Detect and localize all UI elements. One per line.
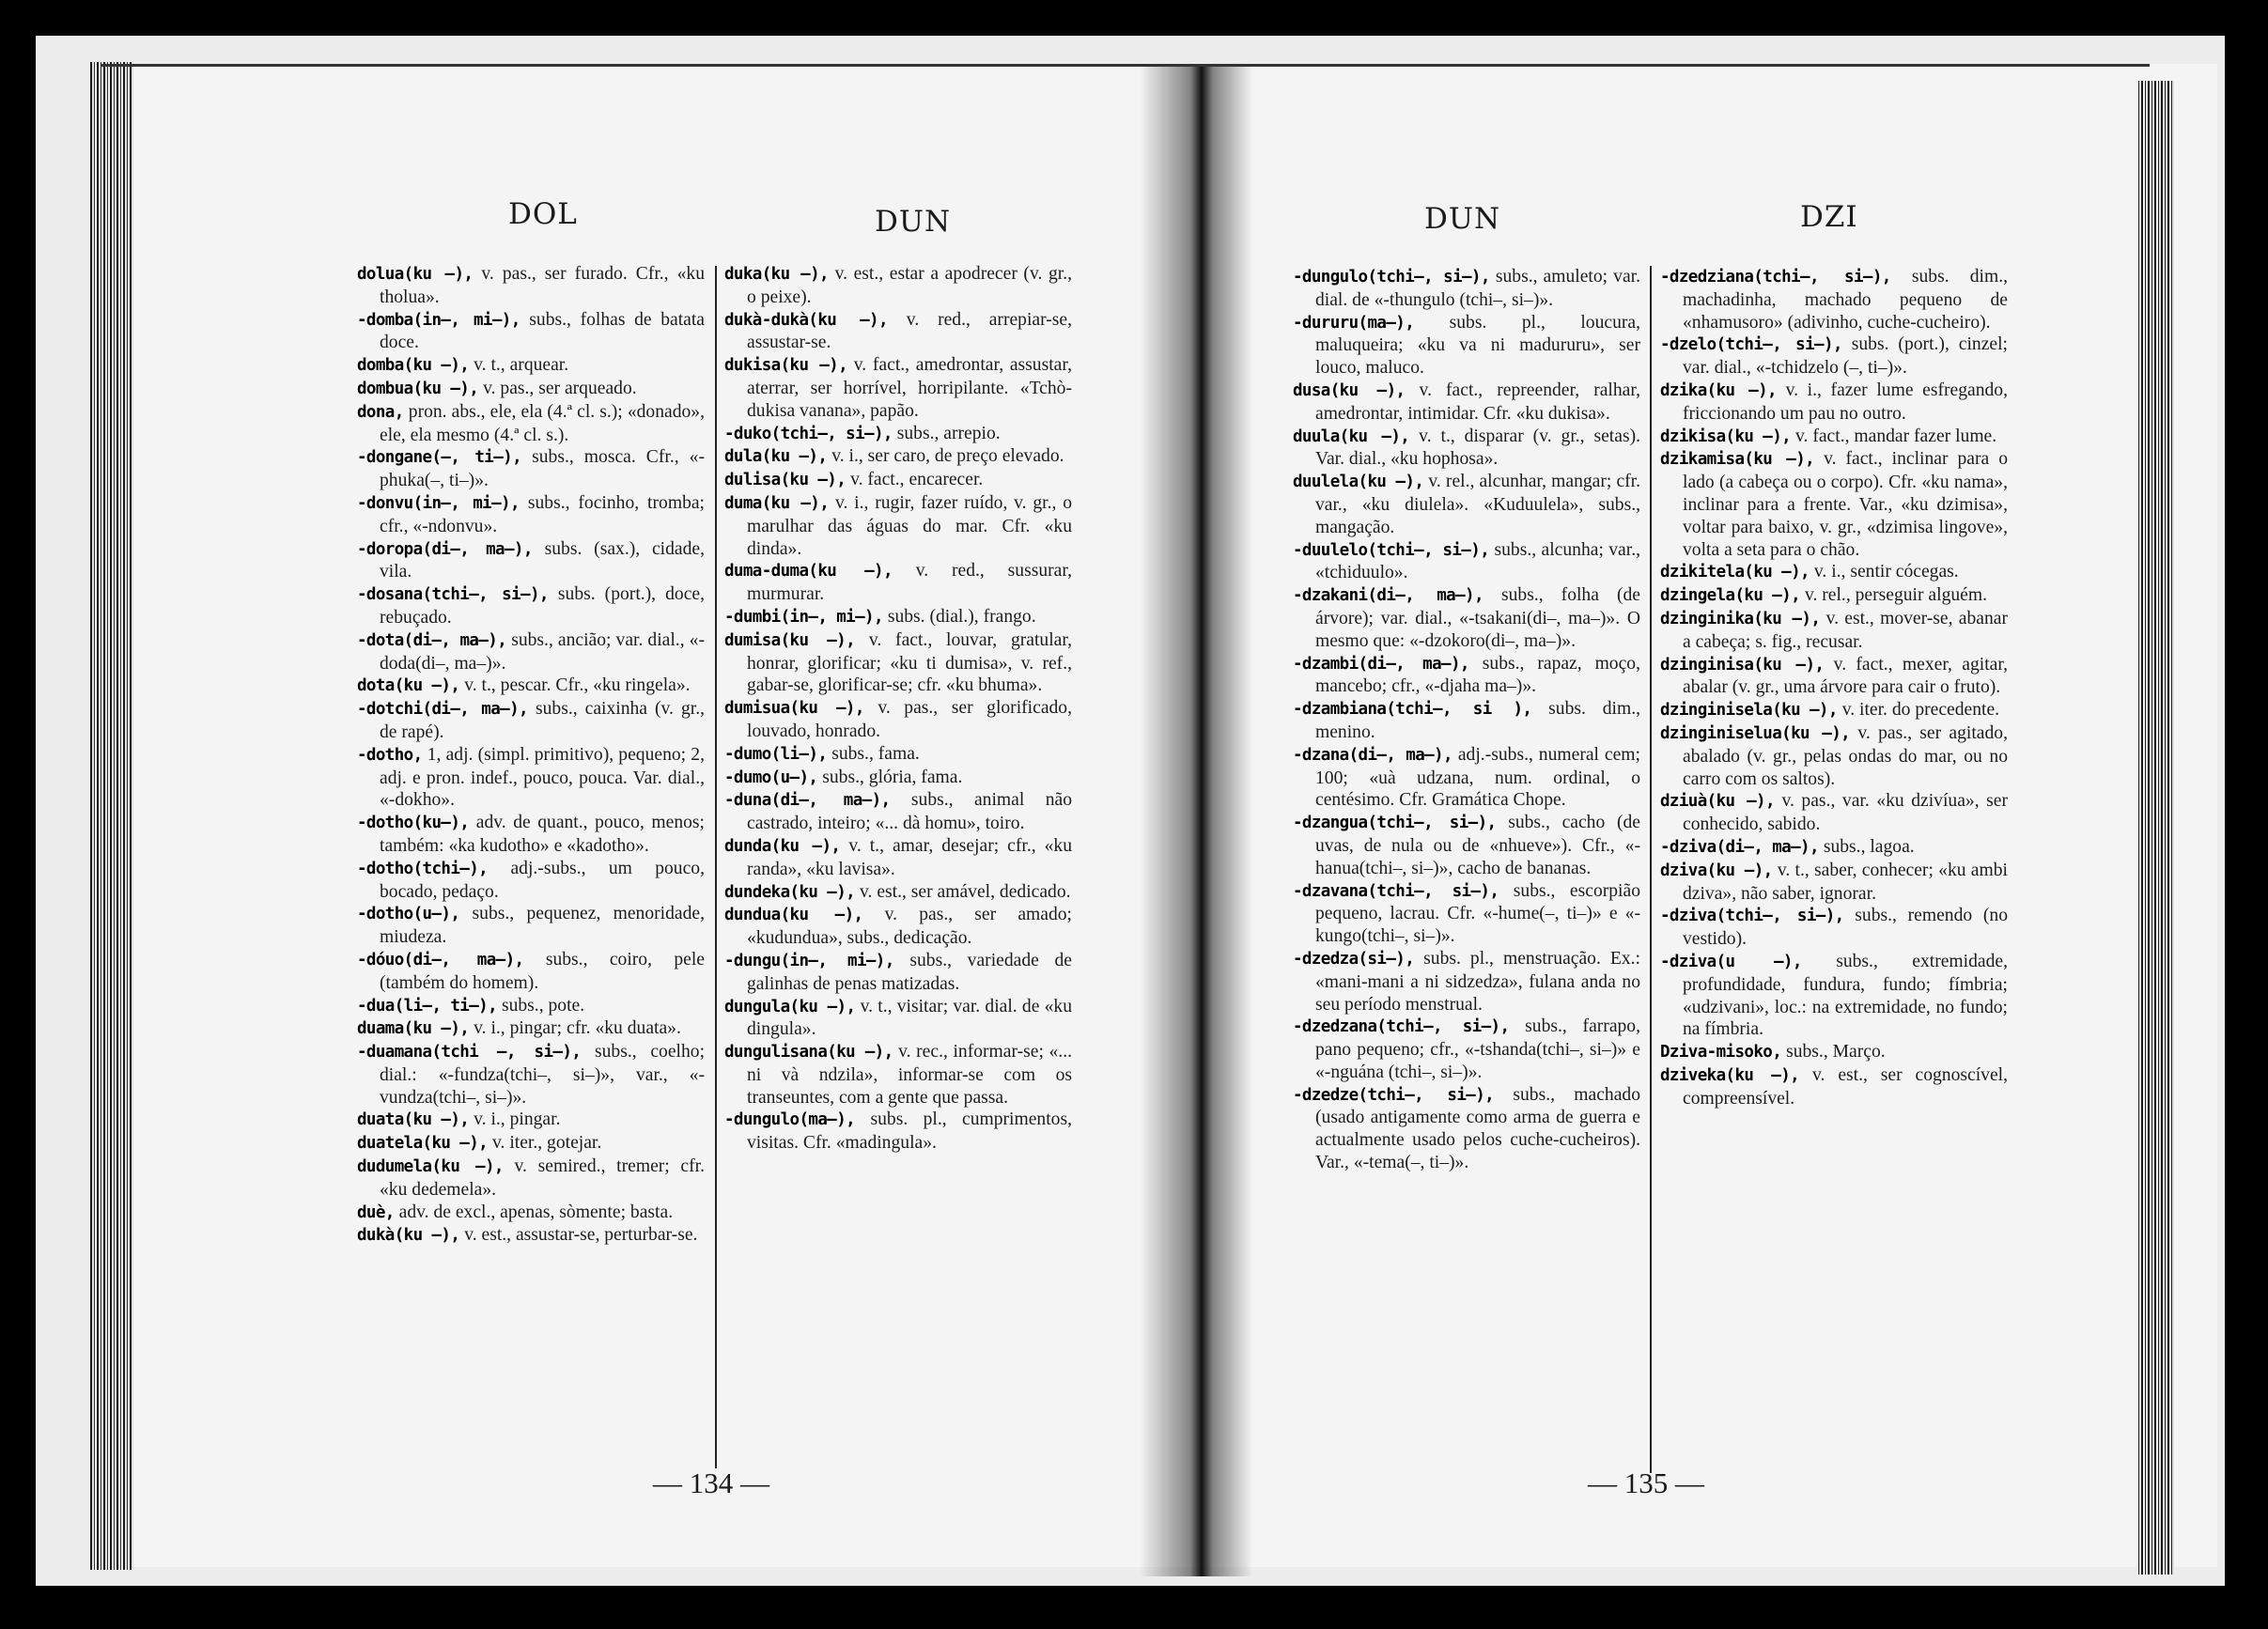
- entry-headword: -dzambi(di–, ma–),: [1293, 654, 1469, 674]
- dictionary-entry: [724, 354, 1072, 422]
- entry-definition: v. pas., ser agitado, abalado (v. gr., pelas ondas do mar, ou no carro com os saltos).: [1683, 722, 2008, 789]
- entry-headword: duè,: [357, 1202, 395, 1222]
- entry-headword: -dumo(u–),: [724, 768, 818, 787]
- dictionary-entry: [1293, 539, 1640, 585]
- dictionary-entry: [1293, 1016, 1640, 1083]
- entry-definition: v. fact., mexer, agitar, abalar (v. gr., uma árvore para cair o fruto).: [1683, 654, 2008, 698]
- entry-headword: -domba(in–, mi–),: [357, 310, 520, 330]
- dictionary-entry: [724, 560, 1072, 606]
- entry-definition: v. est., mover-se, abanar a cabeça; s. fig., recusar.: [1683, 608, 2008, 652]
- dictionary-entry: [357, 1041, 705, 1109]
- entry-headword: -dua(li–, ti–),: [357, 996, 498, 1016]
- entry-definition: subs., pote.: [497, 995, 585, 1016]
- entry-definition: subs. (port.), doce, rebuçado.: [380, 584, 706, 628]
- entry-headword: dziva(ku –),: [1660, 861, 1773, 880]
- entry-headword: dungula(ku –),: [724, 997, 856, 1016]
- entry-headword: -donvu(in–, mi–),: [357, 493, 520, 513]
- entry-headword: dusa(ku –),: [1293, 380, 1406, 400]
- dictionary-entry: [357, 812, 705, 858]
- entry-definition: subs., variedade de galinhas de penas matizadas.: [747, 950, 1072, 994]
- entry-headword: dziuà(ku –),: [1660, 792, 1775, 812]
- entry-headword: dombua(ku –),: [357, 379, 479, 398]
- entry-definition: subs. (sax.), cidade, vila.: [380, 538, 705, 582]
- left-page-column-rule: [715, 266, 717, 1468]
- dictionary-entry: [1660, 608, 2008, 654]
- entry-definition: v. i., ser caro, de preço elevado.: [827, 446, 1064, 467]
- entry-definition: subs., mosca. Cfr., «-phuka(–, ti–)».: [380, 447, 705, 491]
- dictionary-entry: [724, 697, 1072, 743]
- dictionary-entry: [357, 401, 705, 447]
- entry-definition: v. est., ser cognoscível, compreensível.: [1683, 1064, 2008, 1109]
- entry-definition: v. pas., var. «ku dzivíua», ser conhecido, sabido.: [1683, 791, 2008, 835]
- entry-definition: v. iter. do precedente.: [1837, 700, 2000, 721]
- dictionary-entry: [1293, 812, 1640, 879]
- entry-headword: dula(ku –),: [724, 447, 828, 467]
- entry-definition: subs., pequenez, menoridade, miudeza.: [380, 904, 705, 948]
- entry-definition: subs., arrepio.: [892, 423, 1001, 443]
- entry-definition: subs. pl., cumprimentos, visitas. Cfr. «madingula».: [747, 1109, 1072, 1154]
- dictionary-entry: [1293, 948, 1640, 1016]
- entry-headword: -dzedziana(tchi–, si–),: [1660, 268, 1891, 287]
- entry-headword: dumisua(ku –),: [724, 699, 864, 719]
- dictionary-entry: [724, 492, 1072, 560]
- entry-definition: v. pas., ser amado; «kudundua», subs., dedicação.: [747, 905, 1073, 949]
- entry-definition: v. est., estar a apodrecer (v. gr., o peixe).: [747, 264, 1073, 307]
- entry-headword: -dzakani(di–, ma–),: [1293, 586, 1484, 606]
- entry-headword: duka(ku –),: [724, 265, 829, 284]
- entry-headword: dungulisana(ku –),: [724, 1043, 893, 1063]
- dictionary-entry: [1293, 380, 1640, 426]
- entry-definition: v. iter., gotejar.: [488, 1133, 602, 1154]
- entry-headword: duma-duma(ku –),: [724, 562, 893, 582]
- entry-definition: subs., ancião; var. dial., «-doda(di–, ma–)».: [380, 629, 705, 674]
- dictionary-entry: [357, 583, 705, 629]
- entry-headword: dzikamisa(ku –),: [1660, 450, 1815, 470]
- dictionary-entry: [357, 538, 705, 584]
- entry-headword: -dzana(di–, ma–),: [1293, 745, 1452, 765]
- entry-definition: pron. abs., ele, ela (4.ª cl. s.); «donado», ele, ela mesmo (4.ª cl. s.).: [380, 401, 705, 445]
- dictionary-entry: [1660, 951, 2008, 1041]
- dictionary-entry: [1660, 334, 2008, 380]
- entry-definition: v. t., visitar; var. dial. de «ku dingula».: [747, 996, 1072, 1040]
- entry-headword: dudumela(ku –),: [357, 1157, 504, 1177]
- entry-definition: subs. (port.), cinzel; var. dial., «-tchidzelo (–, ti–)».: [1683, 334, 2008, 379]
- dictionary-entry: [724, 950, 1072, 996]
- dictionary-entry: [724, 445, 1072, 469]
- entry-headword: dzinginisela(ku –),: [1660, 701, 1838, 721]
- entry-headword: -dota(di–, ma–),: [357, 630, 507, 650]
- entry-definition: v. pas., ser glorificado, louvado, honrado.: [747, 698, 1073, 741]
- entry-headword: -dziva(di–, ma–),: [1660, 837, 1819, 857]
- dictionary-entry: [357, 354, 705, 378]
- entry-headword: dulisa(ku –),: [724, 471, 847, 490]
- entry-headword: -duamana(tchi –, si–),: [357, 1043, 582, 1063]
- dictionary-entry: [357, 1156, 705, 1202]
- entry-headword: duulela(ku –),: [1293, 473, 1424, 492]
- dictionary-entry: [357, 995, 705, 1018]
- dictionary-entry: [724, 469, 1072, 492]
- left-page-running-head-right: DUN: [875, 205, 952, 239]
- entry-definition: adv. de excl., apenas, sòmente; basta.: [394, 1202, 674, 1222]
- entry-definition: v. i., rugir, fazer ruído, v. gr., o marulhar das águas do mar. Cfr. «ku dinda».: [747, 492, 1072, 559]
- entry-definition: subs., farrapo, pano pequeno; cfr., «-tshanda(tchi–, si–)» e «-nguána (tchi–, si–)».: [1315, 1016, 1641, 1082]
- entry-headword: -doropa(di–, ma–),: [357, 539, 533, 559]
- entry-definition: v. fact., amedrontar, assustar, aterrar, ser horrível, horripilante. «Tchò-dukisa vanana», papão.: [747, 355, 1073, 421]
- dictionary-entry: [357, 446, 705, 492]
- entry-headword: domba(ku –),: [357, 356, 470, 376]
- entry-definition: v. fact., inclinar para o lado (a cabeça ou o corpo). Cfr. «ku nama», inclinar para a frente. Var., «ku dzimisa», voltar para baixo, v. gr., «dzimisa lingove», volta a seta para o chão.: [1683, 449, 2008, 560]
- entry-definition: subs., escorpião pequeno, lacrau. Cfr. «-hume(–, ti–)» e «-kungo(tchi–, si–)».: [1315, 880, 1640, 947]
- entry-headword: -dungulo(tchi–, si–),: [1293, 268, 1490, 287]
- entry-definition: v. t., arquear.: [469, 355, 569, 376]
- entry-headword: -dzedzana(tchi–, si–),: [1293, 1017, 1510, 1037]
- entry-definition: v. fact., repreender, ralhar, amedrontar, intimidar. Cfr. «ku dukisa».: [1315, 380, 1640, 424]
- entry-headword: -dururu(ma–),: [1293, 313, 1415, 333]
- entry-definition: subs., Março.: [1781, 1042, 1886, 1063]
- dictionary-entry: [1293, 584, 1640, 652]
- entry-definition: v. i., pingar; cfr. «ku duata».: [469, 1018, 681, 1039]
- dictionary-entry: [357, 309, 705, 355]
- entry-definition: v. est., ser amável, dedicado.: [855, 881, 1071, 902]
- dictionary-entry: [357, 1017, 705, 1041]
- entry-headword: duama(ku –),: [357, 1019, 470, 1039]
- dictionary-entry: [724, 881, 1072, 905]
- entry-headword: -dungu(in–, mi–),: [724, 951, 894, 970]
- dictionary-entry: [724, 263, 1072, 309]
- entry-definition: v. est., assustar-se, perturbar-se.: [459, 1225, 698, 1246]
- entry-headword: -dzedze(tchi–, si–),: [1293, 1085, 1495, 1105]
- entry-headword: -dzelo(tchi–, si–),: [1660, 335, 1842, 355]
- dictionary-entry: [357, 629, 705, 675]
- entry-definition: subs., amuleto; var. dial. de «-thungulo (tchi–, si–)».: [1315, 267, 1641, 310]
- entry-definition: adj.-subs., numeral cem; 100; «uà udzana, num. ordinal, o centésimo. Cfr. Gramática Chope.: [1315, 744, 1640, 811]
- dictionary-entry: [357, 378, 705, 401]
- entry-headword: dzikisa(ku –),: [1660, 427, 1792, 446]
- entry-definition: subs., machado (usado antigamente como arma de guerra e actualmente usado pelos cuche-cucheiros). Var., «-tema(–, ti–)».: [1315, 1084, 1640, 1173]
- entry-headword: -dotho,: [357, 745, 423, 765]
- right-page-edges: [2136, 81, 2174, 1575]
- right-page-column-rule: [1650, 266, 1652, 1473]
- dictionary-entry: [1660, 1064, 2008, 1110]
- entry-definition: subs., coiro, pele (também do homem).: [380, 949, 705, 993]
- entry-headword: duatela(ku –),: [357, 1134, 489, 1154]
- dictionary-entry: [357, 1202, 705, 1225]
- dictionary-entry: [1660, 426, 2008, 449]
- entry-definition: v. t., amar, desejar; cfr., «ku randa», «ku lavisa».: [747, 835, 1072, 879]
- dictionary-entry: [1660, 584, 2008, 608]
- dictionary-entry: [1293, 471, 1640, 538]
- dictionary-entry: [1660, 905, 2008, 951]
- entry-definition: v. fact., louvar, gratular, honrar, glorificar; «ku ti dumisa», v. ref., gabar-se, glorificar-se; cfr. «ku bhuma».: [747, 629, 1072, 696]
- entry-definition: adj.-subs., um pouco, bocado, pedaço.: [380, 858, 705, 902]
- dictionary-entry: [357, 263, 705, 309]
- entry-headword: dzinginisa(ku –),: [1660, 655, 1825, 675]
- top-edge-line: [101, 64, 2150, 67]
- entry-definition: subs., folhas de batata doce.: [380, 309, 705, 353]
- entry-headword: dundua(ku –),: [724, 906, 863, 925]
- dictionary-entry: [1293, 698, 1640, 744]
- entry-headword: dundeka(ku –),: [724, 882, 856, 902]
- right-page-column-1: [1293, 266, 1640, 1174]
- entry-definition: v. i., fazer lume esfregando, friccionando um pau no outro.: [1683, 380, 2009, 424]
- entry-headword: -dzambiana(tchi–, si ),: [1293, 700, 1532, 720]
- entry-headword: dota(ku –),: [357, 676, 460, 696]
- dictionary-entry: [357, 492, 705, 538]
- entry-definition: v. rel., alcunhar, mangar; cfr. var., «ku diulela». «Kuduulela», subs., mangação.: [1315, 472, 1641, 537]
- left-page-running-head-left: DOL: [508, 197, 578, 231]
- dictionary-entry: [724, 1041, 1072, 1109]
- entry-headword: -dóuo(di–, ma–),: [357, 950, 524, 970]
- entry-definition: subs. (dial.), frango.: [882, 606, 1036, 627]
- entry-definition: v. semired., tremer; cfr. «ku dedemela».: [380, 1156, 705, 1200]
- dictionary-entry: [357, 903, 705, 949]
- entry-headword: -dongane(–, ti–),: [357, 448, 522, 468]
- entry-headword: duata(ku –),: [357, 1110, 470, 1130]
- entry-headword: -dzavana(tchi–, si–),: [1293, 881, 1499, 901]
- entry-headword: -dzedza(si–),: [1293, 949, 1415, 969]
- dictionary-entry: [1293, 426, 1640, 472]
- entry-definition: subs., focinho, tromba; cfr., «-ndonvu».: [380, 492, 706, 536]
- left-page-column-2: [724, 263, 1072, 1155]
- dictionary-entry: [1660, 1041, 2008, 1064]
- entry-definition: subs., alcunha; var., «tchiduulo».: [1315, 539, 1640, 583]
- entry-definition: subs., folha (de árvore); var. dial., «-tsakani(di–, ma–)». O mesmo que: «-dzokoro(di–, ma–)».: [1315, 585, 1640, 651]
- dictionary-entry: [357, 1224, 705, 1248]
- right-page-running-head-right: DZI: [1800, 200, 1858, 234]
- entry-headword: dzikitela(ku –),: [1660, 563, 1810, 582]
- book-gutter: [1140, 64, 1252, 1576]
- entry-definition: subs. dim., machadinha, machado pequeno de «nhamusoro» (adivinho, cuche-cucheiro).: [1683, 267, 2008, 333]
- entry-definition: subs., extremidade, profundidade, fundura, fundo; fímbria; «udzivani», loc.: na extremidade, no fundo; na fímbria.: [1683, 951, 2008, 1040]
- dictionary-entry: [1660, 448, 2008, 561]
- entry-headword: -duna(di–, ma–),: [724, 791, 891, 811]
- dictionary-entry: [357, 1109, 705, 1132]
- entry-headword: -duulelo(tchi–, si–),: [1293, 540, 1490, 560]
- dictionary-entry: [1660, 699, 2008, 722]
- right-page-running-head-left: DUN: [1424, 202, 1501, 236]
- entry-headword: dziveka(ku –),: [1660, 1065, 1800, 1085]
- entry-definition: v. i., pingar.: [469, 1109, 561, 1130]
- dictionary-entry: [724, 309, 1072, 355]
- entry-headword: dzingela(ku –),: [1660, 586, 1801, 606]
- entry-definition: v. red., arrepiar-se, assustar-se.: [747, 309, 1072, 353]
- dictionary-entry: [1293, 880, 1640, 948]
- entry-headword: dukisa(ku –),: [724, 356, 848, 376]
- dictionary-entry: [357, 858, 705, 904]
- dictionary-entry: [724, 606, 1072, 629]
- entry-headword: -dziva(u –),: [1660, 952, 1802, 971]
- dictionary-entry: [1293, 744, 1640, 812]
- entry-headword: -dziva(tchi–, si–),: [1660, 907, 1844, 926]
- dictionary-entry: [724, 743, 1072, 767]
- entry-headword: dona,: [357, 402, 404, 422]
- entry-definition: v. i., sentir cócegas.: [1809, 562, 1959, 582]
- entry-headword: dzinginika(ku –),: [1660, 609, 1821, 628]
- dictionary-entry: [357, 949, 705, 995]
- entry-definition: v. rel., perseguir alguém.: [1800, 585, 1987, 606]
- entry-definition: subs. pl., menstruação. Ex.: «mani-mani a ni sidzedza», fulana anda no seu período menstrual.: [1315, 948, 1640, 1015]
- dictionary-entry: [724, 789, 1072, 835]
- dictionary-entry: [357, 698, 705, 744]
- entry-definition: v. fact., encarecer.: [846, 470, 984, 490]
- dictionary-entry: [1293, 312, 1640, 380]
- entry-headword: -dotchi(di–, ma–),: [357, 700, 528, 720]
- dictionary-entry: [724, 835, 1072, 881]
- entry-headword: Dziva-misoko,: [1660, 1043, 1782, 1063]
- entry-headword: -dotho(tchi–),: [357, 859, 489, 878]
- right-page-number: — 135 —: [1588, 1466, 1704, 1499]
- entry-headword: duula(ku –),: [1293, 427, 1410, 446]
- entry-headword: dumisa(ku –),: [724, 630, 856, 650]
- left-page-edges: [90, 62, 133, 1570]
- entry-definition: subs., fama.: [827, 743, 920, 764]
- entry-headword: duma(ku –),: [724, 493, 830, 513]
- entry-definition: subs., glória, fama.: [817, 767, 963, 787]
- entry-definition: v. t., disparar (v. gr., setas). Var. dial., «ku hophosa».: [1315, 426, 1640, 470]
- entry-headword: dunda(ku –),: [724, 836, 841, 856]
- entry-definition: adv. de quant., pouco, menos; também: «ka kudotho» e «kadotho».: [380, 813, 705, 856]
- entry-definition: v. t., saber, conhecer; «ku ambi dziva», não saber, ignorar.: [1683, 860, 2008, 904]
- dictionary-entry: [724, 904, 1072, 950]
- entry-definition: v. red., sussurar, murmurar.: [747, 561, 1072, 605]
- entry-headword: -duko(tchi–, si–),: [724, 424, 893, 443]
- entry-definition: v. fact., mandar fazer lume.: [1791, 426, 1997, 446]
- entry-headword: dolua(ku –),: [357, 265, 474, 284]
- dictionary-entry: [1293, 266, 1640, 312]
- dictionary-entry: [724, 1109, 1072, 1155]
- entry-headword: -dosana(tchi–, si–),: [357, 585, 549, 605]
- entry-headword: -dotho(u–),: [357, 905, 460, 924]
- dictionary-entry: [1660, 380, 2008, 426]
- entry-definition: subs. dim., menino.: [1315, 699, 1640, 742]
- dictionary-entry: [357, 675, 705, 698]
- entry-headword: -dungulo(ma–),: [724, 1110, 856, 1130]
- entry-definition: subs. pl., loucura, maluqueira; «ku va ni madururu», ser louco, maluco.: [1315, 312, 1640, 379]
- entry-headword: -dumo(li–),: [724, 744, 828, 764]
- dictionary-entry: [1660, 654, 2008, 700]
- entry-definition: v. pas., ser furado. Cfr., «ku tholua».: [380, 264, 706, 307]
- entry-headword: dzika(ku –),: [1660, 380, 1777, 400]
- dictionary-entry: [1660, 860, 2008, 906]
- left-page-column-1: [357, 263, 705, 1248]
- entry-definition: subs., remendo (no vestido).: [1683, 906, 2008, 950]
- entry-definition: subs., animal não castrado, inteiro; «... dà homu», toiro.: [747, 790, 1072, 834]
- dictionary-entry: [1660, 836, 2008, 860]
- entry-headword: -dzangua(tchi–, si–),: [1293, 814, 1497, 833]
- entry-headword: dukà(ku –),: [357, 1226, 460, 1246]
- entry-definition: v. t., pescar. Cfr., «ku ringela».: [459, 675, 691, 696]
- dictionary-entry: [724, 629, 1072, 697]
- right-page-column-2: [1660, 266, 2008, 1109]
- entry-headword: -dotho(ku–),: [357, 814, 470, 833]
- entry-definition: v. rec., informar-se; «... ni và ndzila», informar-se com os transeuntes, com a gente que passa.: [747, 1042, 1072, 1108]
- scanned-book-spread: [36, 36, 2225, 1586]
- dictionary-entry: [1660, 722, 2008, 790]
- entry-definition: subs., coelho; dial.: «-fundza(tchi–, si–)», var., «-vundza(tchi–, si–)».: [380, 1042, 706, 1108]
- dictionary-entry: [1293, 1084, 1640, 1174]
- entry-definition: subs., lagoa.: [1818, 836, 1915, 857]
- dictionary-entry: [1660, 266, 2008, 334]
- dictionary-entry: [1660, 790, 2008, 836]
- entry-definition: subs., caixinha (v. gr., de rapé).: [380, 699, 705, 742]
- dictionary-entry: [724, 767, 1072, 790]
- dictionary-entry: [724, 996, 1072, 1042]
- entry-headword: dukà-dukà(ku –),: [724, 310, 888, 330]
- entry-headword: -dumbi(in–, mi–),: [724, 607, 883, 627]
- dictionary-entry: [724, 423, 1072, 446]
- dictionary-entry: [1293, 653, 1640, 699]
- dictionary-entry: [1660, 561, 2008, 584]
- left-page-number: — 134 —: [653, 1466, 769, 1499]
- entry-definition: subs., cacho (de uvas, de nula ou de «nhueve»). Cfr., «-hanua(tchi–, si–)», cacho de bananas.: [1315, 813, 1640, 878]
- dictionary-entry: [357, 744, 705, 812]
- entry-definition: subs., rapaz, moço, mancebo; cfr., «-djaha ma–)».: [1315, 653, 1640, 697]
- entry-headword: dzinginiselua(ku –),: [1660, 723, 1851, 743]
- dictionary-entry: [357, 1132, 705, 1156]
- entry-definition: v. pas., ser arqueado.: [478, 378, 637, 398]
- entry-definition: 1, adj. (simpl. primitivo), pequeno; 2, adj. e pron. indef., pouco, pouca. Var. dial., «-dokho».: [380, 744, 705, 811]
